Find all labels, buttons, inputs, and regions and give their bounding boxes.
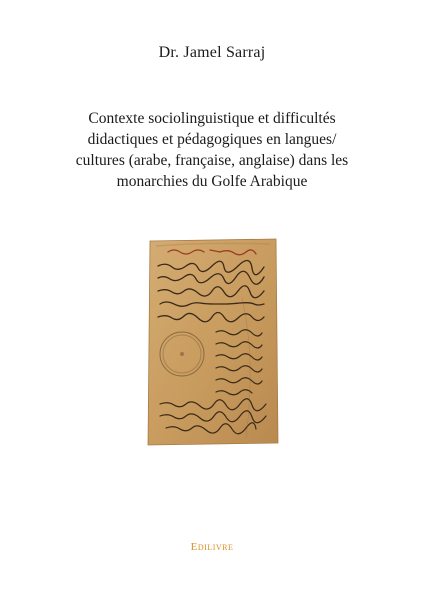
title-line: cultures (arabe, française, anglaise) dans les (75, 152, 349, 169)
book-title (48, 108, 376, 192)
author-name: Dr. Jamel Sarraj (158, 44, 266, 61)
title-line: Contexte sociolinguistique et difficultés (88, 110, 336, 127)
manuscript-illustration (146, 238, 280, 446)
publisher-logo: Edilivre (190, 541, 234, 553)
title-line: didactiques et pédagogiques en langues/ (87, 131, 337, 148)
cover-manuscript-image (146, 238, 280, 446)
title-line: monarchies du Golfe Arabique (116, 173, 308, 190)
